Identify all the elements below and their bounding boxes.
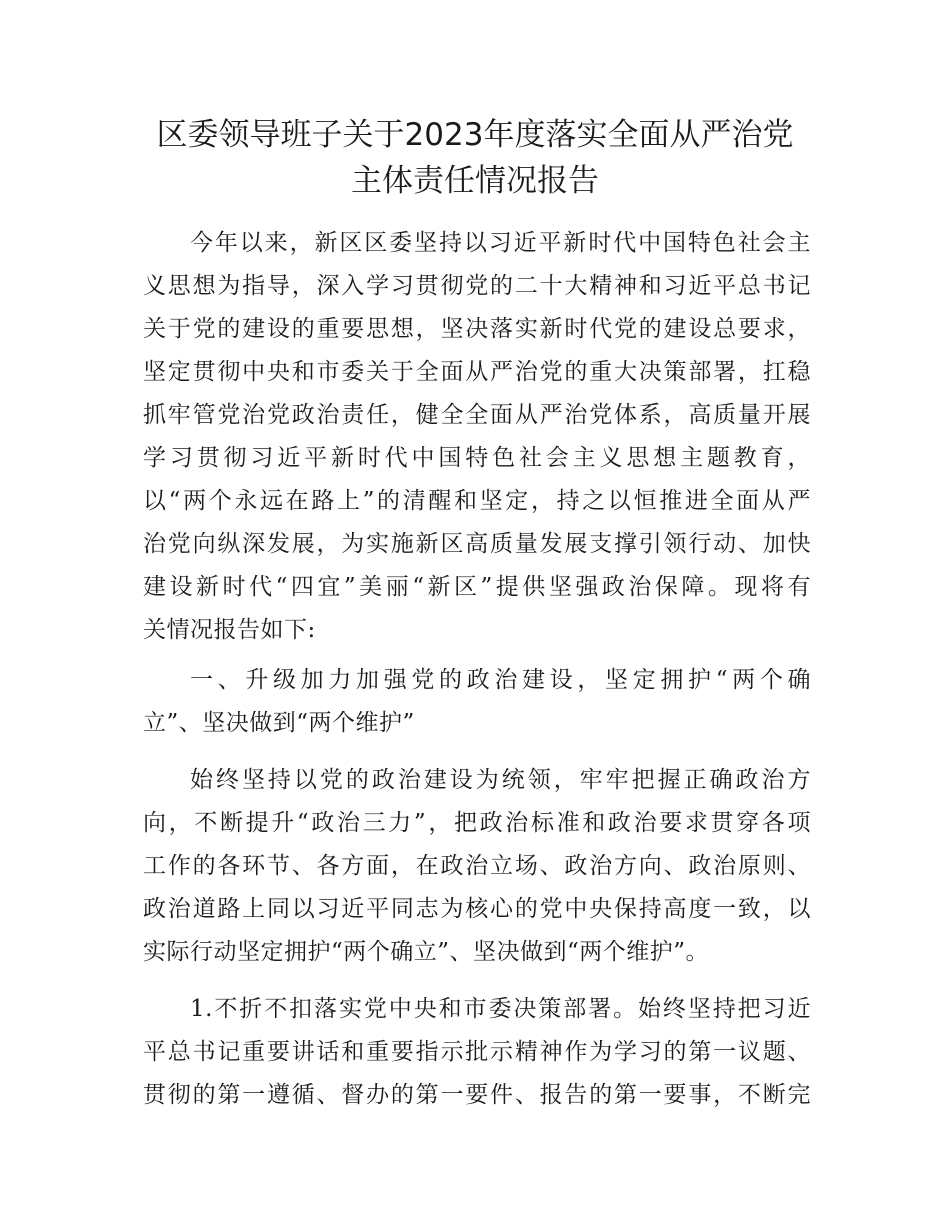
text-line: 今年以来，新区区委坚持以习近平新时代中国特色社会主 xyxy=(190,230,811,256)
text-line: 关于党的建设的重要思想，坚决落实新时代党的建设总要求， xyxy=(143,316,811,342)
title-line-1: 区委领导班子关于2023年度落实全面从严治党 xyxy=(156,117,794,153)
text-line: 建设新时代“四宜”美丽“新区”提供坚强政治保障。现将有 xyxy=(143,574,811,600)
paragraph-intro xyxy=(143,222,811,652)
text-line: 义思想为指导，深入学习贯彻党的二十大精神和习近平总书记 xyxy=(143,273,811,299)
title-line-2: 主体责任情况报告 xyxy=(351,163,599,199)
text-line: 1.不折不扣落实党中央和市委决策部署。始终坚持把习近 xyxy=(190,996,811,1022)
text-line: 以“两个永远在路上”的清醒和坚定，持之以恒推进全面从严 xyxy=(143,488,811,514)
paragraph-section-1 xyxy=(143,759,811,974)
document-title xyxy=(110,112,840,204)
text-line: 贯彻的第一遵循、督办的第一要件、报告的第一要事，不断完 xyxy=(143,1082,811,1108)
text-line: 抓牢管党治党政治责任，健全全面从严治党体系，高质量开展 xyxy=(143,402,811,428)
paragraph-item-1 xyxy=(143,988,811,1117)
text-line: 坚定贯彻中央和市委关于全面从严治党的重大决策部署，扛稳 xyxy=(143,359,811,385)
text-line: 治党向纵深发展，为实施新区高质量发展支撑引领行动、加快 xyxy=(143,531,811,557)
text-line: 实际行动坚定拥护“两个确立”、坚决做到“两个维护”。 xyxy=(143,939,710,965)
text-line: 向，不断提升“政治三力”，把政治标准和政治要求贯穿各项 xyxy=(143,810,811,836)
section-heading-1 xyxy=(143,659,811,745)
text-line: 工作的各环节、各方面，在政治立场、政治方向、政治原则、 xyxy=(143,853,811,879)
text-line: 政治道路上同以习近平同志为核心的党中央保持高度一致，以 xyxy=(143,896,811,922)
text-line: 一、升级加力加强党的政治建设，坚定拥护“两个确 xyxy=(190,667,811,693)
text-line: 学习贯彻习近平新时代中国特色社会主义思想主题教育， xyxy=(143,445,811,471)
text-line: 始终坚持以党的政治建设为统领，牢牢把握正确政治方 xyxy=(190,767,811,793)
text-line: 立”、坚决做到“两个维护” xyxy=(143,710,415,736)
document-body xyxy=(143,222,811,1117)
text-line: 平总书记重要讲话和重要指示批示精神作为学习的第一议题、 xyxy=(143,1039,811,1065)
text-line: 关情况报告如下: xyxy=(143,617,316,643)
